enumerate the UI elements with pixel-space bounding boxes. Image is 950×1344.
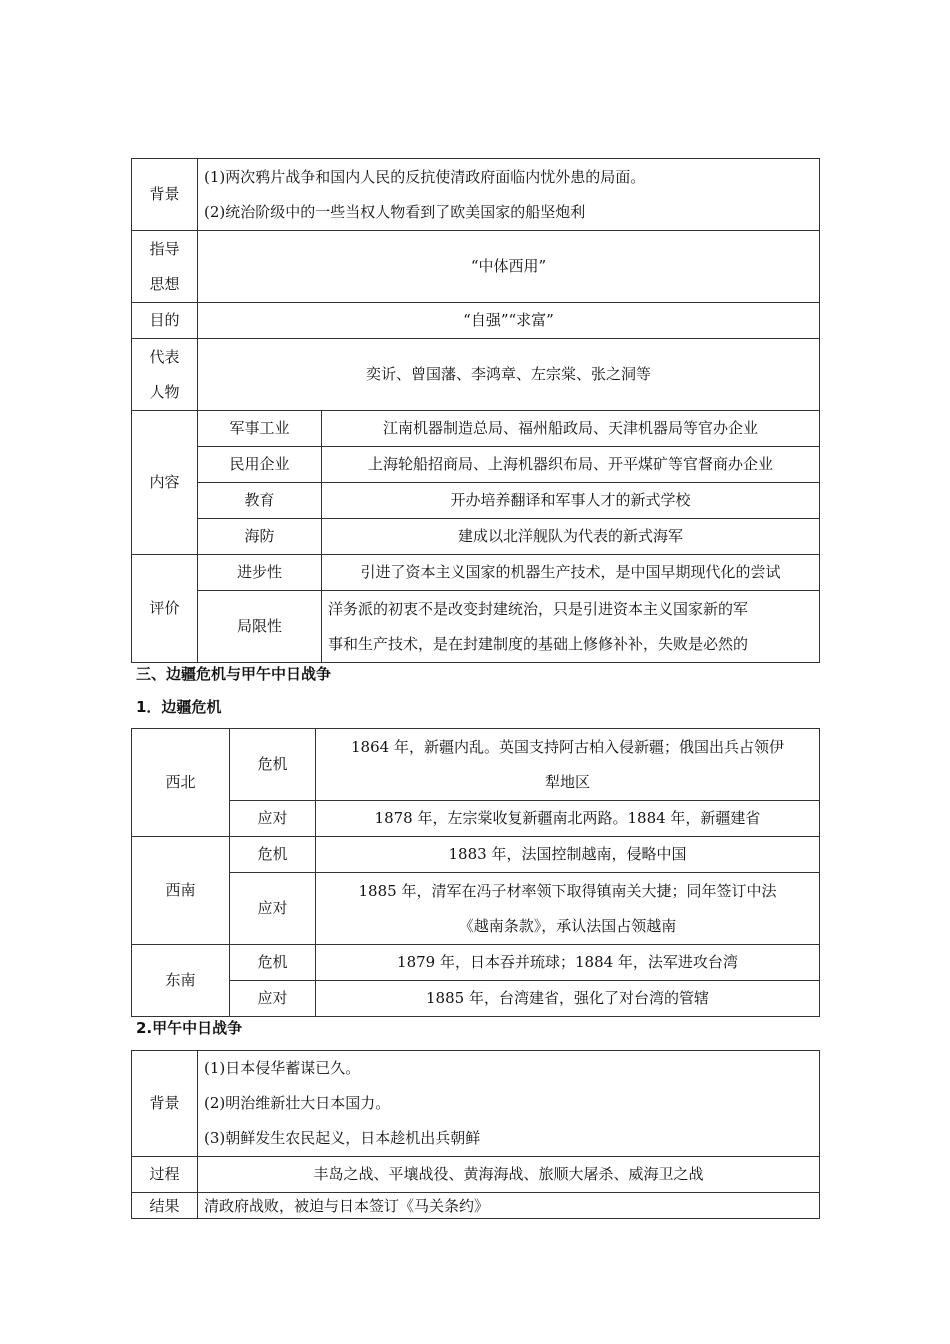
figures-value: 奕䜣、曾国藩、李鸿章、左宗棠、张之洞等 (198, 339, 820, 411)
war-background-label: 背景 (132, 1051, 198, 1157)
content-row-value: 开办培养翻译和军事人才的新式学校 (322, 483, 820, 519)
result-value: 清政府战败，被迫与日本签订《马关条约》 (198, 1193, 820, 1219)
process-label: 过程 (132, 1157, 198, 1193)
evaluation-label: 评价 (132, 555, 198, 663)
guiding-label: 指导 思想 (132, 231, 198, 303)
progress-value: 引进了资本主义国家的机器生产技术，是中国早期现代化的尝试 (322, 555, 820, 591)
process-value: 丰岛之战、平壤战役、黄海海战、旅顺大屠杀、威海卫之战 (198, 1157, 820, 1193)
northwest-response: 1878 年，左宗棠收复新疆南北两路。1884 年，新疆建省 (316, 801, 820, 837)
goal-label: 目的 (132, 303, 198, 339)
guiding-value: “中体西用” (198, 231, 820, 303)
background-label: 背景 (132, 159, 198, 231)
southwest-response: 1885 年，清军在冯子材率领下取得镇南关大捷；同年签订中法 《越南条款》，承认法国占领越南 (316, 873, 820, 945)
goal-value: “自强”“求富” (198, 303, 820, 339)
content-row-value: 建成以北洋舰队为代表的新式海军 (322, 519, 820, 555)
content-row-label: 军事工业 (198, 411, 322, 447)
sub1-title: 1．边疆危机 (136, 698, 222, 716)
crisis-label: 危机 (230, 837, 316, 873)
southeast-crisis: 1879 年，日本吞并琉球；1884 年，法军进攻台湾 (316, 945, 820, 981)
war-background-cell: (1)日本侵华蓄谋已久。 (2)明治维新壮大日本国力。 (3)朝鲜发生农民起义，日本趁机出兵朝鲜 (198, 1051, 820, 1157)
southwest-crisis: 1883 年，法国控制越南，侵略中国 (316, 837, 820, 873)
region-northwest: 西北 (132, 729, 230, 837)
limit-value: 洋务派的初衷不是改变封建统治，只是引进资本主义国家新的军 事和生产技术，是在封建制度的基础上修修补补，失败是必然的 (322, 591, 820, 663)
content-label: 内容 (132, 411, 198, 555)
content-row-label: 教育 (198, 483, 322, 519)
figures-label: 代表 人物 (132, 339, 198, 411)
southeast-response: 1885 年，台湾建省，强化了对台湾的管辖 (316, 981, 820, 1017)
response-label: 应对 (230, 801, 316, 837)
response-label: 应对 (230, 981, 316, 1017)
sub2-title: 2.甲午中日战争 (136, 1019, 243, 1037)
sino-japanese-war-table (131, 1050, 820, 1219)
background-line: (1)两次鸦片战争和国内人民的反抗使清政府面临内忧外患的局面。 (204, 167, 646, 186)
northwest-crisis: 1864 年，新疆内乱。英国支持阿古柏入侵新疆；俄国出兵占领伊 犁地区 (316, 729, 820, 801)
crisis-label: 危机 (230, 729, 316, 801)
background-line: (2)统治阶级中的一些当权人物看到了欧美国家的船坚炮利 (204, 202, 586, 221)
progress-label: 进步性 (198, 555, 322, 591)
content-row-label: 海防 (198, 519, 322, 555)
westernization-table (131, 158, 820, 663)
frontier-crisis-table (131, 728, 820, 1017)
background-cell (198, 159, 820, 231)
content-row-label: 民用企业 (198, 447, 322, 483)
section3-title: 三、边疆危机与甲午中日战争 (136, 665, 332, 683)
response-label: 应对 (230, 873, 316, 945)
result-label: 结果 (132, 1193, 198, 1219)
region-southwest: 西南 (132, 837, 230, 945)
limit-label: 局限性 (198, 591, 322, 663)
crisis-label: 危机 (230, 945, 316, 981)
content-row-value: 上海轮船招商局、上海机器织布局、开平煤矿等官督商办企业 (322, 447, 820, 483)
content-row-value: 江南机器制造总局、福州船政局、天津机器局等官办企业 (322, 411, 820, 447)
region-southeast: 东南 (132, 945, 230, 1017)
